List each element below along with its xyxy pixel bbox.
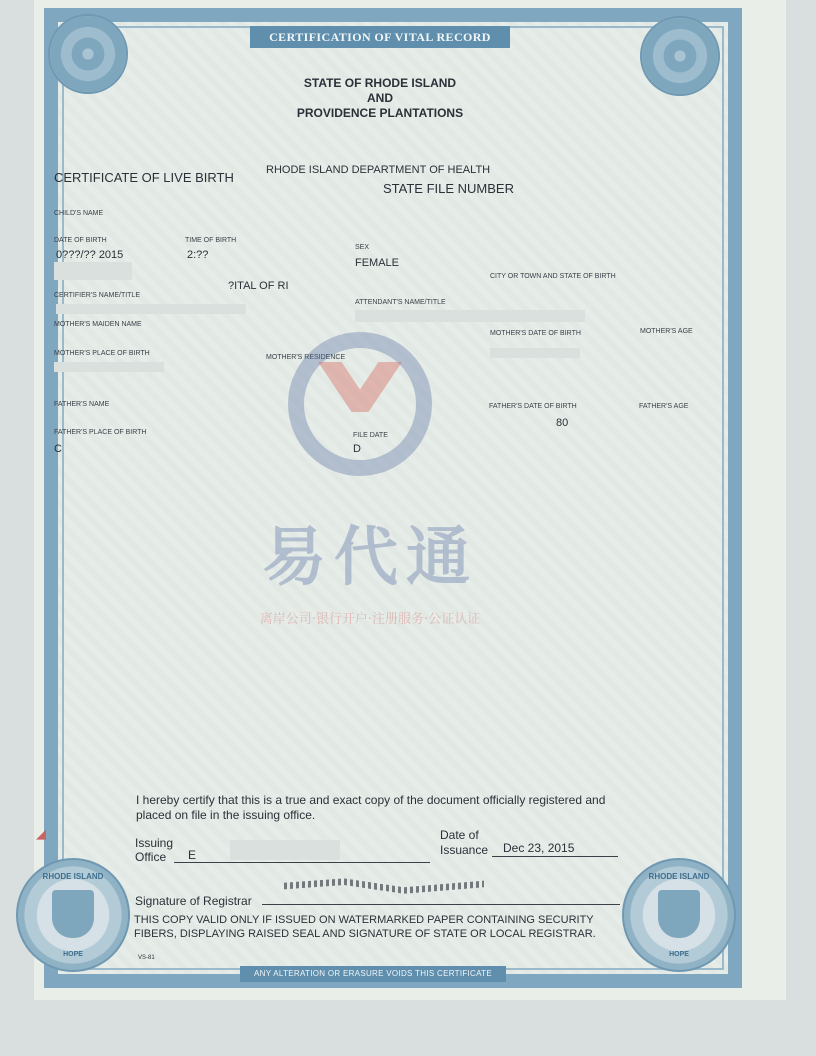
signature-line — [262, 904, 620, 905]
file-date-label: FILE DATE — [353, 432, 388, 439]
seal-bottom-text: HOPE — [63, 951, 83, 958]
fathers-place-of-birth-label: FATHER'S PLACE OF BIRTH — [54, 429, 147, 436]
seal-bottom-text: HOPE — [669, 951, 689, 958]
anchor-shield-icon — [658, 890, 700, 938]
certificate-type: CERTIFICATE OF LIVE BIRTH — [54, 170, 234, 185]
fathers-name-label: FATHER'S NAME — [54, 401, 110, 408]
file-date-value: D — [353, 443, 361, 455]
certification-banner: CERTIFICATION OF VITAL RECORD — [250, 26, 510, 48]
validity-notice-line-2: FIBERS, DISPLAYING RAISED SEAL AND SIGNATURE OF STATE OR LOCAL REGISTRAR. — [134, 928, 596, 940]
fathers-date-of-birth-value: 80 — [556, 417, 569, 429]
redacted-issuing-office — [230, 840, 340, 860]
mothers-maiden-name-label: MOTHER'S MAIDEN NAME — [54, 321, 142, 328]
childs-name-label: CHILD'S NAME — [54, 210, 104, 217]
certification-statement: I hereby certify that this is a true and exact copy of the document officially registered and placed on file in the issuing office. — [136, 793, 606, 822]
date-of-issuance-line — [492, 856, 618, 857]
form-number: VS-81 — [138, 955, 155, 961]
issuing-office-label-1: Issuing — [135, 836, 174, 850]
mothers-residence-label: MOTHER'S RESIDENCE — [266, 354, 346, 361]
state-title-line-3: PROVIDENCE PLANTATIONS — [296, 106, 464, 120]
issuing-office-line — [174, 862, 430, 863]
time-of-birth-value: 2:?? — [187, 249, 209, 261]
alteration-warning-banner: ANY ALTERATION OR ERASURE VOIDS THIS CERTIFICATE — [240, 966, 506, 982]
date-of-birth-label: DATE OF BIRTH — [54, 237, 107, 244]
attendant-label: ATTENDANT'S NAME/TITLE — [355, 299, 446, 306]
issuing-office-value: E — [188, 848, 197, 862]
redacted-place-of-birth — [54, 262, 132, 280]
watermark-text: 易代通 — [262, 521, 478, 595]
state-seal-right — [622, 858, 736, 972]
date-of-birth-value: 0???/?? 2015 — [56, 249, 124, 261]
time-of-birth-label: TIME OF BIRTH — [185, 237, 237, 244]
date-of-issuance-value: Dec 23, 2015 — [503, 841, 575, 855]
anchor-shield-icon — [52, 890, 94, 938]
state-title — [240, 76, 520, 121]
redacted-mothers-place — [54, 362, 164, 372]
issuing-office-label-2: Office — [135, 850, 167, 864]
fathers-date-of-birth-label: FATHER'S DATE OF BIRTH — [489, 403, 577, 410]
seal-top-text: RHODE ISLAND — [648, 872, 710, 881]
state-title-line-2: AND — [367, 91, 393, 105]
date-of-issuance-label-1: Date of — [440, 828, 479, 842]
corner-rosette-top-left — [48, 14, 128, 94]
sex-label: SEX — [355, 244, 370, 251]
red-stamp-fragment-icon: ◢ — [36, 826, 46, 841]
validity-notice-line-1: THIS COPY VALID ONLY IF ISSUED ON WATERMARKED PAPER CONTAINING SECURITY — [134, 914, 594, 926]
redacted-attendant — [355, 310, 585, 322]
redacted-certifier — [56, 304, 246, 314]
signature-label: Signature of Registrar — [135, 894, 252, 908]
watermark-subtext: 离岸公司·银行开户·注册服务·公证认证 — [259, 612, 481, 627]
mothers-date-of-birth-label: MOTHER'S DATE OF BIRTH — [490, 330, 581, 337]
sex-value: FEMALE — [355, 257, 400, 269]
place-of-birth-partial: ?ITAL OF RI — [228, 280, 289, 292]
redacted-mothers-dob — [490, 348, 580, 358]
seal-top-text: RHODE ISLAND — [42, 872, 104, 881]
fathers-age-label: FATHER'S AGE — [639, 403, 689, 410]
certifier-label: CERTIFIER'S NAME/TITLE — [54, 292, 140, 299]
corner-rosette-top-right — [640, 16, 720, 96]
mothers-age-label: MOTHER'S AGE — [640, 328, 693, 335]
fathers-place-of-birth-value: C — [54, 443, 62, 455]
department-name: RHODE ISLAND DEPARTMENT OF HEALTH — [266, 164, 491, 176]
state-seal-left — [16, 858, 130, 972]
mothers-place-of-birth-label: MOTHER'S PLACE OF BIRTH — [54, 350, 150, 357]
city-of-birth-label: CITY OR TOWN AND STATE OF BIRTH — [490, 273, 616, 280]
date-of-issuance-label-2: Issuance — [440, 843, 489, 857]
state-title-line-1: STATE OF RHODE ISLAND — [303, 76, 457, 90]
state-file-number-label: STATE FILE NUMBER — [383, 181, 514, 196]
